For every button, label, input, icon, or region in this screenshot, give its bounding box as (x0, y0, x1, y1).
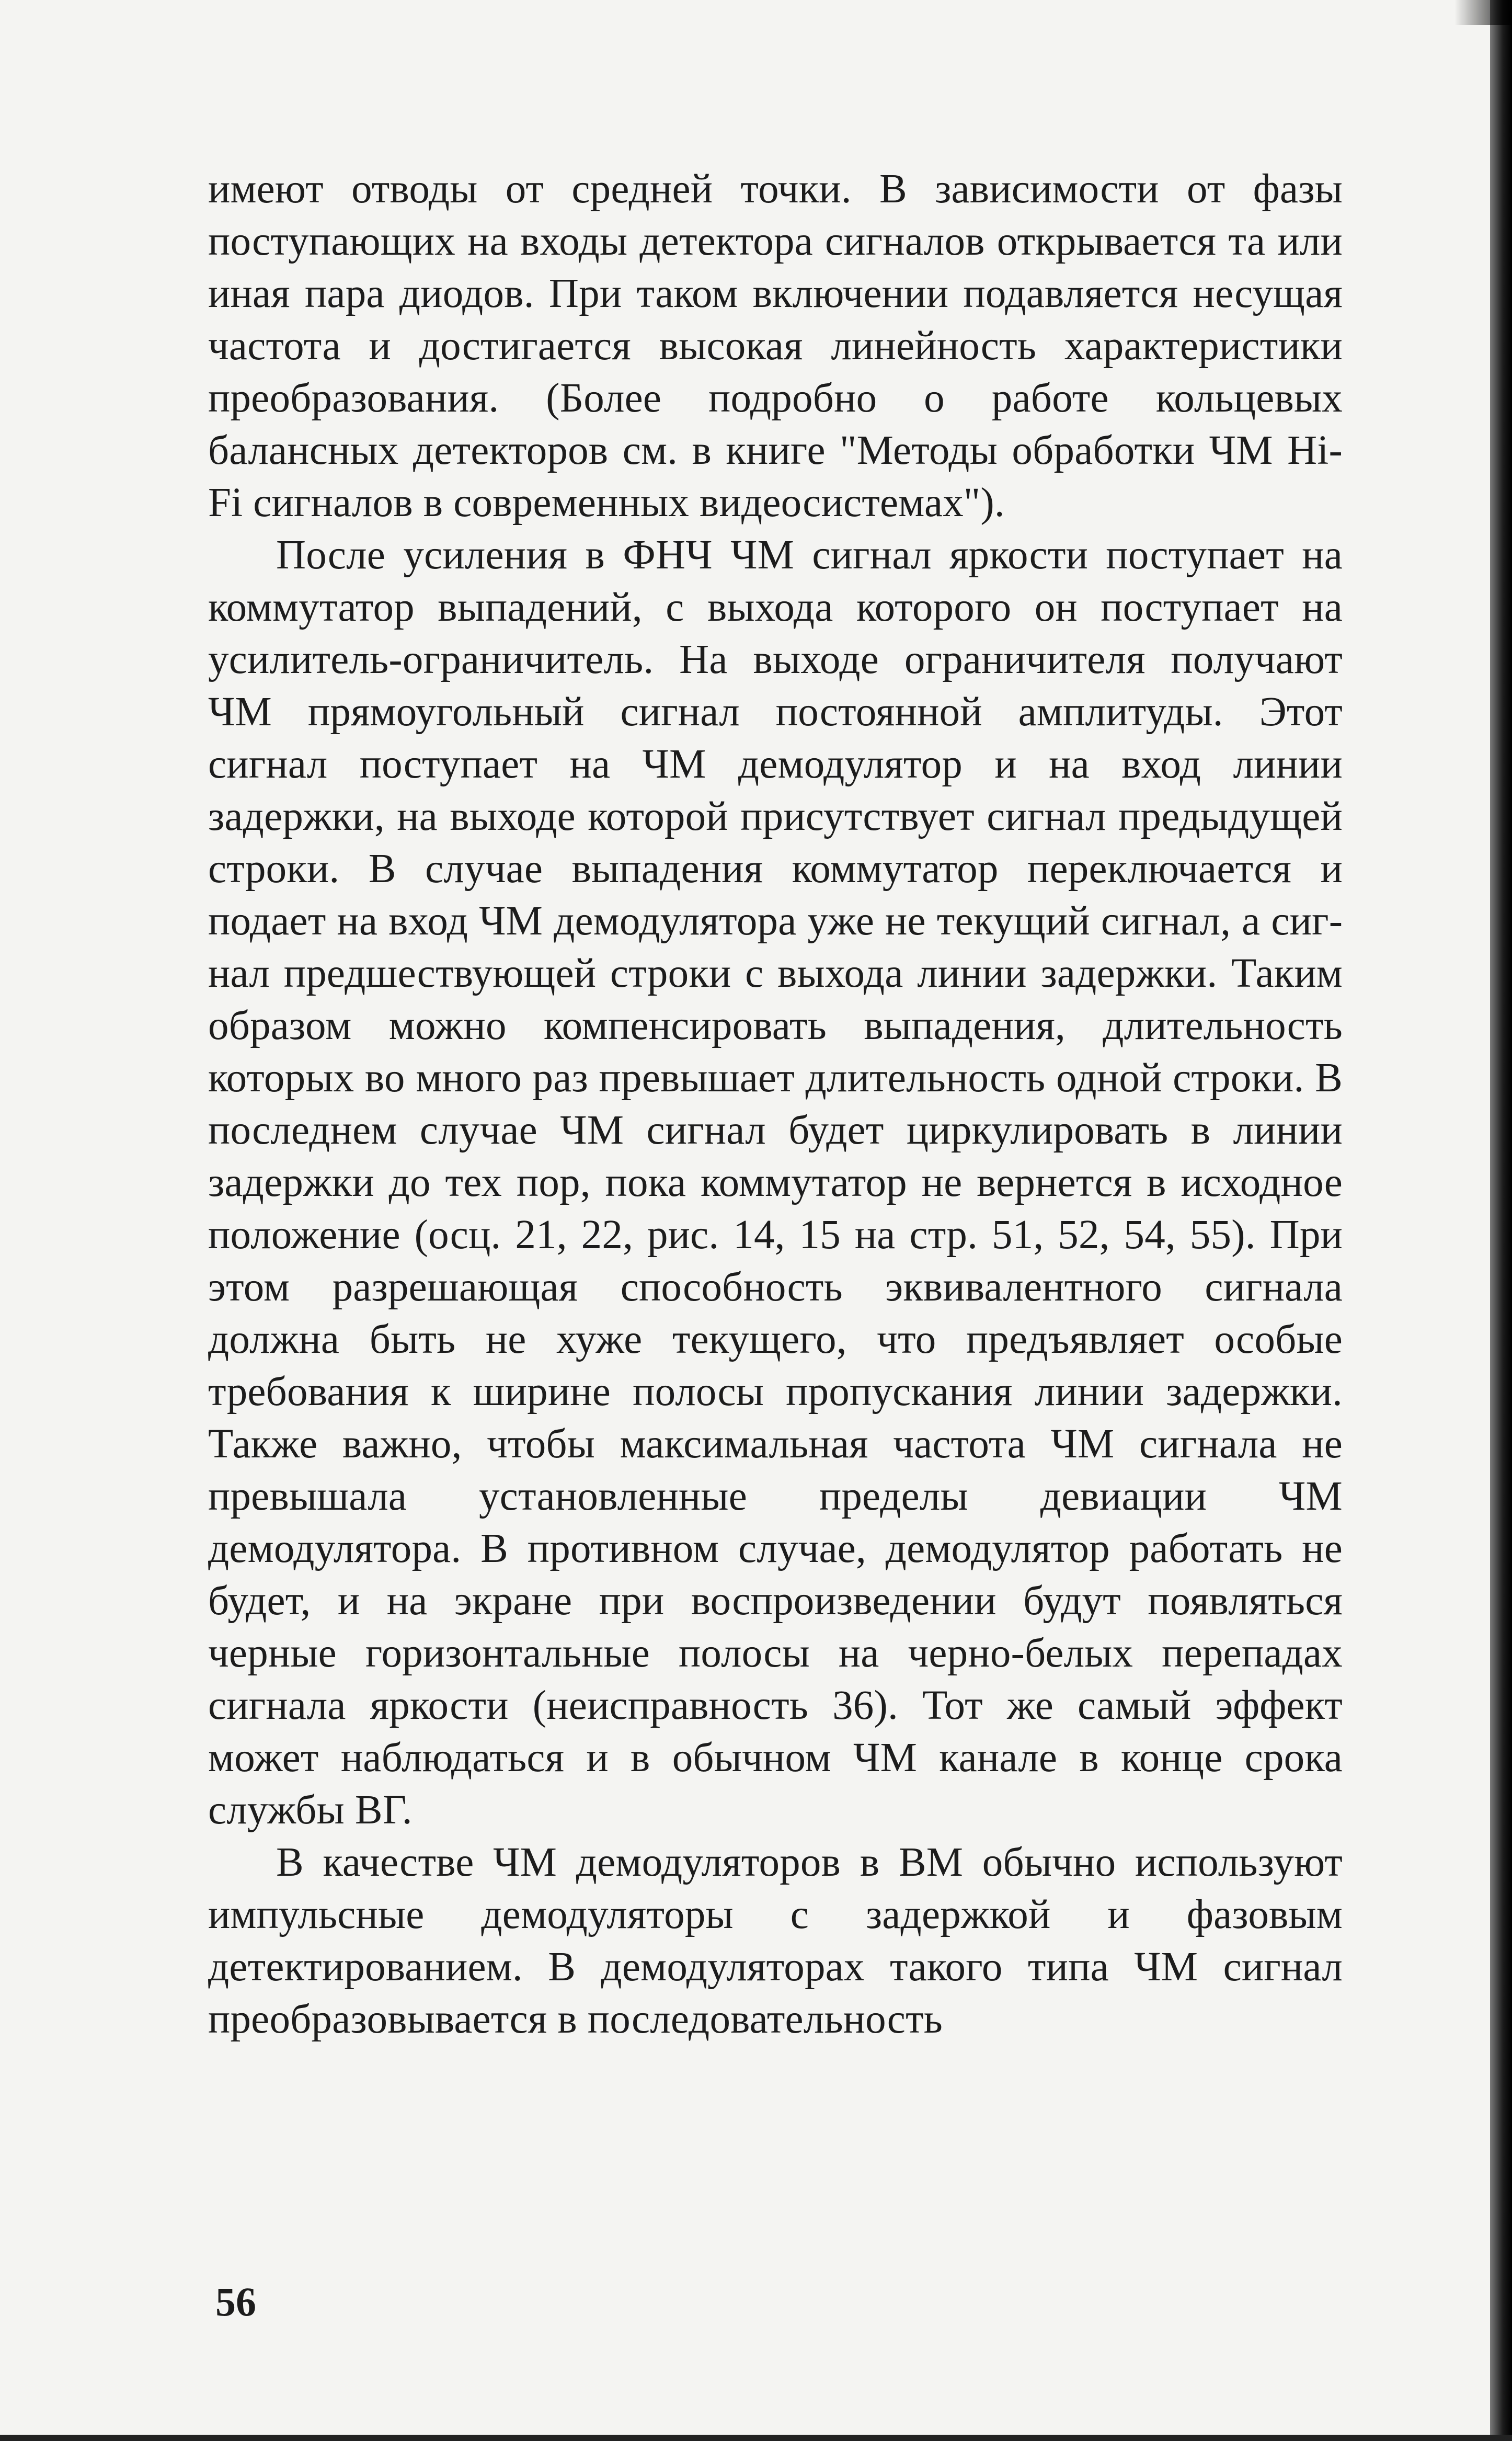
scan-bottom-edge (0, 2435, 1512, 2441)
page-number: 56 (215, 2279, 256, 2324)
binding-shadow (1490, 0, 1512, 2441)
paragraph-continuation: имеют отводы от средней точки. В зависимости от фазы поступающих на входы детектора сигналов открывается та или иная пара диодов. При таком включении подавляется несущая частота и достигается высокая линейность характеристики преобразования. (Более подробно о работе кольцевых балансных детекторов см. в книге "Методы обработки ЧМ Hi-Fi сигналов в современных видеосистемах"). (208, 166, 1343, 526)
page-body (208, 163, 1343, 2046)
paragraph-fm-demodulators: В качестве ЧМ демодуляторов в ВМ обычно используют импульсные демодуляторы с задержкой и фазовым детектированием. В демодуляторах такого типа ЧМ сигнал преобразовывается в последовательность (208, 1840, 1343, 2042)
scan-corner-shadow (1454, 0, 1512, 25)
paragraph-fm-signal-dropout: После усиления в ФНЧ ЧМ сигнал яркости поступает на коммутатор выпадений, с выхода которого он поступает на усилитель-ограничитель. На выходе ограничителя получают ЧМ прямоугольный сигнал постоянной амплитуды. Этот сигнал поступает на ЧМ демодулятор и на вход линии задержки, на выходе которой присутствует сигнал предыдущей строки. В случае выпадения коммутатор переключается и подает на вход ЧМ демодулятора уже не текущий сигнал, а сигнал предшествующей строки с выхода линии задержки. Таким образом можно компенсировать выпадения, длительность которых во много раз превышает длительность одной строки. В последнем случае ЧМ сигнал будет циркулировать в линии задержки до тех пор, пока коммутатор не вернется в исходное положение (осц. 21, 22, рис. 14, 15 на стр. 51, 52, 54, 55). При этом разрешающая способность эквивалентного сигнала должна быть не хуже текущего, что предъявляет особые требования к ширине полосы пропускания линии задержки. Также важно, чтобы максимальная частота ЧМ сигнала не превышала установленные пределы девиации ЧМ демодулятора. В противном случае, демодулятор работать не будет, и на экране при воспроизведении будут появляться черные горизонтальные полосы на черно-белых перепадах сигнала яркости (неисправность 36). Тот же самый эффект может наблюдаться и в обычном ЧМ канале в конце срока службы ВГ. (208, 532, 1343, 1833)
